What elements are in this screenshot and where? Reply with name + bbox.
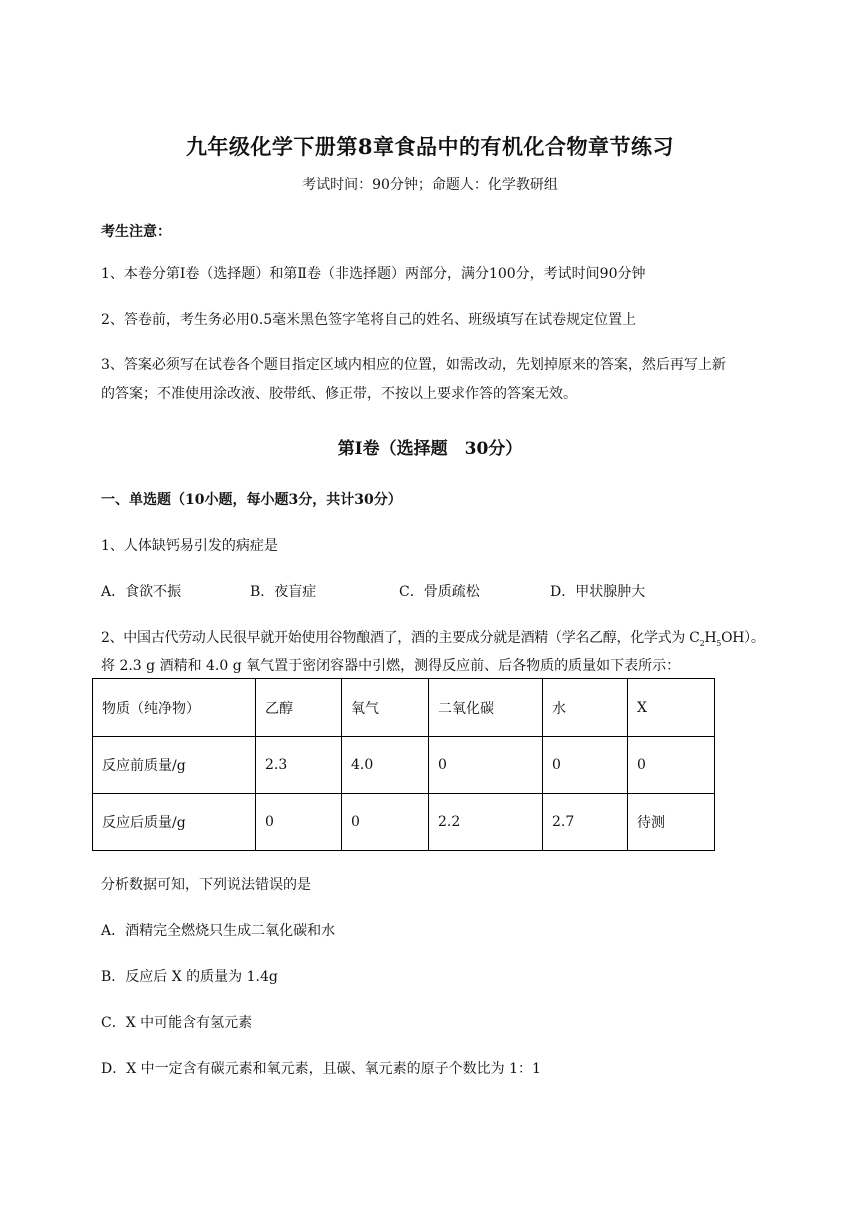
table-cell: 0 [256,794,342,851]
table-header-cell: 物质（纯净物） [93,679,256,737]
table-cell: 待测 [628,794,715,851]
table-cell: 反应后质量/g [93,794,256,851]
table-header-cell: 二氧化碳 [429,679,543,737]
exam-title: 九年级化学下册第8章食品中的有机化合物章节练习 [185,134,675,159]
question-1-option-d[interactable]: D．甲状腺肿大 [550,584,646,600]
notice-item-3-line-2: 的答案；不准使用涂改液、胶带纸、修正带，不按以上要求作答的答案无效。 [101,386,577,402]
table-cell: 2.3 [256,737,342,794]
question-2-prompt: 分析数据可知，下列说法错误的是 [101,877,311,893]
notice-item-2: 2、答卷前，考生务必用0.5毫米黑色签字笔将自己的姓名、班级填写在试卷规定位置上 [101,312,637,328]
part-heading: 一、单选题（10小题，每小题3分，共计30分） [101,492,402,508]
notice-heading: 考生注意： [101,224,171,240]
table-row [93,794,715,851]
table-header-cell: 乙醇 [256,679,342,737]
table-cell: 0 [628,737,715,794]
table-header-cell: 氧气 [342,679,429,737]
question-2-option-c[interactable]: C．X 中可能含有氢元素 [101,1015,253,1031]
question-2-option-d[interactable]: D．X 中一定含有碳元素和氧元素，且碳、氧元素的原子个数比为 1：1 [101,1061,541,1077]
question-2-option-b[interactable]: B．反应后 X 的质量为 1.4g [101,969,278,985]
question-1-option-a[interactable]: A．食欲不振 [101,584,182,600]
table-cell: 4.0 [342,737,429,794]
table-cell: 2.7 [543,794,628,851]
notice-item-3-line-1: 3、答案必须写在试卷各个题目指定区域内相应的位置，如需改动，先划掉原来的答案，然后再写上新 [101,357,726,373]
question-1-stem: 1、人体缺钙易引发的病症是 [101,538,278,554]
table-cell: 2.2 [429,794,543,851]
section-title: 第Ⅰ卷（选择题 30分） [337,439,523,459]
table-header-cell: 水 [543,679,628,737]
table-cell: 0 [543,737,628,794]
question-1-option-b[interactable]: B．夜盲症 [250,584,317,600]
mass-table [92,678,715,851]
question-2-stem-line-1: 2、中国古代劳动人民很早就开始使用谷物酿酒了，酒的主要成分就是酒精（学名乙醇，化学式为 $C_2H_5OH$）。 [101,630,765,648]
table-cell: 0 [342,794,429,851]
table-header-cell: X [628,679,715,737]
table-cell: 反应前质量/g [93,737,256,794]
question-2-stem-line-2: 将 2.3 g 酒精和 4.0 g 氧气置于密闭容器中引燃，测得反应前、后各物质的质量如下表所示： [101,658,681,674]
table-cell: 0 [429,737,543,794]
exam-subtitle: 考试时间：90分钟；命题人：化学教研组 [302,177,558,193]
question-2-option-a[interactable]: A．酒精完全燃烧只生成二氧化碳和水 [101,923,336,939]
question-1-option-c[interactable]: C．骨质疏松 [399,584,480,600]
table-row [93,737,715,794]
table-header-row [93,679,715,737]
notice-item-1: 1、本卷分第Ⅰ卷（选择题）和第Ⅱ卷（非选择题）两部分，满分100分，考试时间90分钟 [101,266,646,282]
